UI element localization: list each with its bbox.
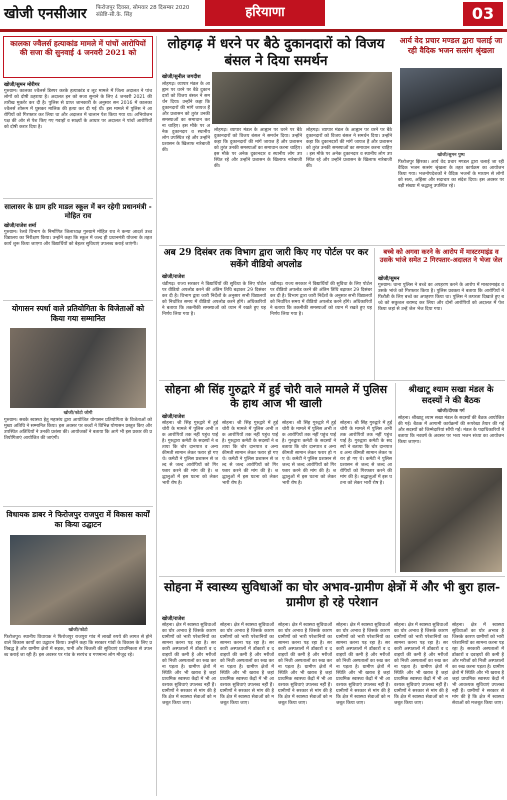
section-title: हरियाणा — [205, 0, 325, 26]
lohagarh-body-2: लोहगढ़। व्यापार मंडल के आह्वान पर धरने पर बैठे दुकानदारों को विजय बंसल ने समर्थन दिया। उन्होंने कहा कि दुकानदारों की मांगें जायज हैं और प्रशासन को तुरंत उनकी समस्याओं का समाधान करना चाहिए। इस मौके पर अनेक दुकानदार व स्थानीय लोग उपस्थित रहे और उन्होंने प्रशासन के खिलाफ नारेबाजी की। — [214, 128, 304, 169]
sohna-chori-byline: खोजी/राजेश — [162, 414, 185, 420]
kalka-body: गुरुग्राम। कालका ज्वैलर्स डिस्पर करके हत्याकांड व लूट मामले में जिला अदालत ने पांच लोगों को दोषी ठहराया है। अदालत इन को सजा सुनाने के लिए 4 जनवरी 2021 की तारीख मुकर्रर कर दी है। पुलिस से प्राप्त जानकारी के अनुसार सन 2016 में कालका ज्वैलर्स शोरूम में घुसकर मालिक की हत्या कर दी गई थी। इस मामले में पुलिस ने आरोपियों को गिरफ्तार कर लिया था और अदालत में चालान पेश किया गया था। अभियोजन पक्ष की ओर से पेश किए गए गवाहों व साक्ष्यों के आधार पर अदालत ने पांचों आरोपियों को दोषी करार दिया है। — [4, 89, 154, 130]
kalka-byline: खोजी/सुमन मोरीगर — [4, 82, 40, 88]
swasthya-body-2: सोहना। क्षेत्र में स्वास्थ्य सुविधाओं का घोर अभाव है जिसके कारण ग्रामीणों को भारी परेशानियों का सामना करना पड़ रहा है। सरकारी अस्पतालों में डॉक्टरों व दवाइयों की कमी है और मरीजों को निजी अस्पतालों का रुख करना पड़ता है। ग्रामीण क्षेत्रों में स्थिति और भी खराब है जहां प्राथमिक स्वास्थ्य केंद्रों में भी आवश्यक सुविधाएं उपलब्ध नहीं हैं। ग्रामीणों ने सरकार से मांग की है कि क्षेत्र में स्वास्थ्य सेवाओं को मजबूत किया जाए। — [220, 623, 276, 706]
swasthya-body: सोहना। क्षेत्र में स्वास्थ्य सुविधाओं का घोर अभाव है जिसके कारण ग्रामीणों को भारी परेशानियों का सामना करना पड़ रहा है। सरकारी अस्पतालों में डॉक्टरों व दवाइयों की कमी है और मरीजों को निजी अस्पतालों का रुख करना पड़ता है। ग्रामीण क्षेत्रों में स्थिति और भी खराब है जहां प्राथमिक स्वास्थ्य केंद्रों में भी आवश्यक सुविधाएं उपलब्ध नहीं हैं। ग्रामीणों ने सरकार से मांग की है कि क्षेत्र में स्वास्थ्य सेवाओं को मजबूत किया जाए। — [162, 623, 218, 706]
salahkar-body: गुरुग्राम। रेलवे विभाग के निर्माणित जिलाध्यक्ष गुरुग्रामे मोहित राव ने कन्या आदर्श उच्च विद्यालय का निरीक्षण किया। उन्होंने कहा कि स्कूल में जल्द ही प्रधानमंत्री योजना के तहत कार्य शुरू किया जाएगा और विद्यार्थियों को बेहतर सुविधाएं उपलब्ध कराई जाएंगी। — [4, 230, 154, 247]
salahkar-headline: सालासर के ग्राम हरि माडल स्कूल में बन रहेगी प्रधानमंत्री - मोहित राव — [4, 202, 152, 220]
vidhayak-caption: खोजी/फोटो — [68, 628, 88, 633]
lohagarh-headline: लोहगढ़ में धरने पर बैठे दुकानदारों को विजय बंसल ने दिया समर्थन — [167, 36, 385, 69]
divider — [3, 300, 153, 301]
swasthya-body-6: सोहना। क्षेत्र में स्वास्थ्य सुविधाओं का घोर अभाव है जिसके कारण ग्रामीणों को भारी परेशानियों का सामना करना पड़ रहा है। सरकारी अस्पतालों में डॉक्टरों व दवाइयों की कमी है और मरीजों को निजी अस्पतालों का रुख करना पड़ता है। ग्रामीण क्षेत्रों में स्थिति और भी खराब है जहां प्राथमिक स्वास्थ्य केंद्रों में भी आवश्यक सुविधाएं उपलब्ध नहीं हैं। ग्रामीणों ने सरकार से मांग की है कि क्षेत्र में स्वास्थ्य सेवाओं को मजबूत किया जाए। — [452, 623, 506, 706]
divider — [159, 245, 505, 246]
swasthya-body-5: सोहना। क्षेत्र में स्वास्थ्य सुविधाओं का घोर अभाव है जिसके कारण ग्रामीणों को भारी परेशानियों का सामना करना पड़ रहा है। सरकारी अस्पतालों में डॉक्टरों व दवाइयों की कमी है और मरीजों को निजी अस्पतालों का रुख करना पड़ता है। ग्रामीण क्षेत्रों में स्थिति और भी खराब है जहां प्राथमिक स्वास्थ्य केंद्रों में भी आवश्यक सुविधाएं उपलब्ध नहीं हैं। ग्रामीणों ने सरकार से मांग की है कि क्षेत्र में स्वास्थ्य सेवाओं को मजबूत किया जाए। — [394, 623, 450, 706]
lohagarh-body: लोहगढ़। व्यापार मंडल के आह्वान पर धरने पर बैठे दुकानदारों को विजय बंसल ने समर्थन दिया। उन्होंने कहा कि दुकानदारों की मांगें जायज हैं और प्रशासन को तुरंत उनकी समस्याओं का समाधान करना चाहिए। इस मौके पर अनेक दुकानदार व स्थानीय लोग उपस्थित रहे और उन्होंने प्रशासन के खिलाफ नारेबाजी की। — [162, 82, 212, 153]
yoga-body: गुरुग्राम। सबके स्वास्थ्य हेतु महासंघ द्वारा आयोजित योगासन प्रतियोगिता के विजेताओं को मुख्य अतिथि ने सम्मानित किया। इस अवसर पर बच्चों ने विभिन्न योगासन प्रस्तुत किए और उपस्थित अतिथियों ने उनकी प्रशंसा की। आयोजकों ने बताया कि आगे भी इस प्रकार की प्रतियोगिताएं आयोजित की जाएंगी। — [4, 418, 154, 441]
kalka-headline-box — [3, 36, 153, 78]
sohna-chori-headline: सोहना श्री सिंह गुरुद्वारे में हुई चोरी वाले मामले में पुलिस के हाथ आज भी खाली — [164, 383, 388, 410]
portal-byline: खोजी/राजेश — [162, 274, 185, 280]
dateline-text: फिरोजपुर दिवस्त, सोमवार 28 दिसम्बर 2020 — [96, 5, 190, 11]
divider — [3, 198, 153, 199]
yoga-caption: खोजी/फोटो जोगी — [63, 411, 93, 416]
shyam-body: सोहना। श्रीखाटू श्याम सखा मंडल के सदस्यों की बैठक आयोजित की गई। बैठक में आगामी कार्यक्रमों की रूपरेखा तैयार की गई और सदस्यों को जिम्मेदारियां सौंपी गईं। मंडल के पदाधिकारियों ने बताया कि नववर्ष के अवसर पर भव्य भजन संध्या का आयोजन किया जाएगा। — [398, 416, 506, 445]
portal-body-2: चंडीगढ़। राज्य सरकार ने विद्यार्थियों की सुविधा के लिए पोर्टल पर वीडियो अपलोड करने की अंतिम तिथि बढ़ाकर 29 दिसंबर कर दी है। विभाग द्वारा जारी निर्देशों के अनुसार सभी विद्यालयों को निर्धारित समय में वीडियो अपलोड करने होंगे। अधिकारियों ने बताया कि तकनीकी समस्याओं को ध्यान में रखते हुए यह निर्णय लिया गया है। — [270, 282, 374, 317]
yoga-photo — [10, 328, 146, 408]
brand-title: खोजी एनसीआर — [4, 6, 87, 22]
shyam-headline: श्रीखाटू श्याम सखा मंडल के सदस्यों ने की बैठक — [408, 384, 494, 405]
bacche-body: गुरुग्राम। थाना पुलिस ने बच्चे का अपहरण करने के आरोप में मास्टरमाइंड व उसके भांजे को गिरफ्तार किया है। पुलिस प्रवक्ता ने बताया कि आरोपियों ने फिरौती के लिए बच्चे का अपहरण किया था। पुलिस ने तत्परता दिखाते हुए बच्चे को सकुशल बरामद कर लिया और दोनों आरोपियों को अदालत में पेश किया जहां से उन्हें जेल भेज दिया गया। — [378, 283, 506, 312]
divider — [159, 380, 505, 381]
lohagarh-photo — [212, 72, 392, 124]
sohna-chori-body-2: सोहना। श्री सिंह गुरुद्वारे में हुई चोरी के मामले में पुलिस अभी तक आरोपियों तक नहीं पहुंच पाई है। गुरुद्वारा कमेटी के सदस्यों ने बताया कि चोर दानपात्र व अन्य कीमती सामान लेकर फरार हो गए थे। कमेटी ने पुलिस प्रशासन से जल्द से जल्द आरोपियों को गिरफ्तार करने की मांग की है। श्रद्धालुओं में इस घटना को लेकर भारी रोष है। — [222, 421, 280, 486]
arya-caption: खोजी/सुमन पुष्प — [437, 153, 465, 158]
divider — [3, 506, 153, 507]
column-divider — [395, 383, 396, 573]
column-divider — [374, 248, 375, 380]
swasthya-body-3: सोहना। क्षेत्र में स्वास्थ्य सुविधाओं का घोर अभाव है जिसके कारण ग्रामीणों को भारी परेशानियों का सामना करना पड़ रहा है। सरकारी अस्पतालों में डॉक्टरों व दवाइयों की कमी है और मरीजों को निजी अस्पतालों का रुख करना पड़ता है। ग्रामीण क्षेत्रों में स्थिति और भी खराब है जहां प्राथमिक स्वास्थ्य केंद्रों में भी आवश्यक सुविधाएं उपलब्ध नहीं हैं। ग्रामीणों ने सरकार से मांग की है कि क्षेत्र में स्वास्थ्य सेवाओं को मजबूत किया जाए। — [278, 623, 334, 706]
dateline — [96, 5, 189, 19]
divider — [159, 576, 505, 577]
bacche-headline: बच्चे को अगवा करने के आरोप में मास्टरमाइंड व उसके भांजे समेत 2 गिरफ्तार-अदालत ने भेजा जेल — [379, 248, 503, 265]
shyam-photo — [400, 468, 502, 572]
sohna-chori-body-4: सोहना। श्री सिंह गुरुद्वारे में हुई चोरी के मामले में पुलिस अभी तक आरोपियों तक नहीं पहुंच पाई है। गुरुद्वारा कमेटी के सदस्यों ने बताया कि चोर दानपात्र व अन्य कीमती सामान लेकर फरार हो गए थे। कमेटी ने पुलिस प्रशासन से जल्द से जल्द आरोपियों को गिरफ्तार करने की मांग की है। श्रद्धालुओं में इस घटना को लेकर भारी रोष है। — [340, 421, 394, 486]
kalka-headline: कालका ज्वैलर्स हत्याकांड मामले में पांचों आरोपियों की सजा की सुनवाई 4 जनवरी 2021 को — [10, 39, 146, 58]
shyam-caption: खोजी/दीपक गर्ग — [437, 409, 465, 414]
vidhayak-headline: विधायक डाबर ने फिरोजपुर राजपुरा में विकास कार्यों का किया उद्घाटन — [6, 510, 150, 529]
column-divider — [156, 36, 157, 796]
dateline-sub: संप्रेष्टि-सी.के. सिंह — [96, 12, 133, 18]
swasthya-headline: सोहना में स्वास्थ्य सुविधाओं का घोर अभाव-ग्रामीण क्षेत्रों में और भी बुरा हाल-ग्रामीण हो रहे परेशान — [163, 580, 501, 609]
lohagarh-body-3: लोहगढ़। व्यापार मंडल के आह्वान पर धरने पर बैठे दुकानदारों को विजय बंसल ने समर्थन दिया। उन्होंने कहा कि दुकानदारों की मांगें जायज हैं और प्रशासन को तुरंत उनकी समस्याओं का समाधान करना चाहिए। इस मौके पर अनेक दुकानदार व स्थानीय लोग उपस्थित रहे और उन्होंने प्रशासन के खिलाफ नारेबाजी की। — [306, 128, 394, 169]
swasthya-byline: खोजी/राजेश — [162, 616, 185, 622]
vidhayak-body: फिरोजपुर। स्थानीय विधायक ने फिरोजपुर राजपुरा गांव में लाखों रुपये की लागत से होने वाले विकास कार्यों का उद्घाटन किया। उन्होंने कहा कि सरकार गांवों के विकास के लिए प्रतिबद्ध है और ग्रामीण क्षेत्रों में सड़क, पानी और बिजली की सुविधाएं प्राथमिकता से उपलब्ध कराई जा रही हैं। इस अवसर पर गांव के सरपंच व गणमान्य लोग मौजूद रहे। — [4, 635, 154, 658]
arya-body: फिरोजपुर झिरका। आर्य वेद प्रचार मण्डल द्वारा चलाई जा रही वैदिक भजन सत्संग श्रृंखला के तहत कार्यक्रम का आयोजन किया गया। भजनोपदेशकों ने वैदिक भजनों के माध्यम से लोगों को सत्य, अहिंसा और सदाचार का संदेश दिया। इस अवसर पर बड़ी संख्या में श्रद्धालु उपस्थित रहे। — [398, 160, 506, 189]
vidhayak-photo — [10, 535, 146, 625]
arya-photo — [400, 68, 502, 150]
lohagarh-byline: खोजी/सुनील जगदीश — [162, 74, 201, 80]
portal-headline: अब 29 दिसंबर तक विभाग द्वारा जारी किए गए पोर्टल पर कर सकेंगे वीडियो अपलोड — [163, 248, 369, 270]
bacche-byline: खोजी/सुमन — [378, 276, 400, 282]
page-number: 03 — [463, 2, 503, 26]
yoga-headline: योगासन स्पर्धा वाले प्रतियोगिता के विजेताओं को किया गया सम्मानित — [11, 304, 145, 323]
sohna-chori-body: सोहना। श्री सिंह गुरुद्वारे में हुई चोरी के मामले में पुलिस अभी तक आरोपियों तक नहीं पहुंच पाई है। गुरुद्वारा कमेटी के सदस्यों ने बताया कि चोर दानपात्र व अन्य कीमती सामान लेकर फरार हो गए थे। कमेटी ने पुलिस प्रशासन से जल्द से जल्द आरोपियों को गिरफ्तार करने की मांग की है। श्रद्धालुओं में इस घटना को लेकर भारी रोष है। — [162, 421, 220, 486]
portal-body: चंडीगढ़। राज्य सरकार ने विद्यार्थियों की सुविधा के लिए पोर्टल पर वीडियो अपलोड करने की अंतिम तिथि बढ़ाकर 29 दिसंबर कर दी है। विभाग द्वारा जारी निर्देशों के अनुसार सभी विद्यालयों को निर्धारित समय में वीडियो अपलोड करने होंगे। अधिकारियों ने बताया कि तकनीकी समस्याओं को ध्यान में रखते हुए यह निर्णय लिया गया है। — [162, 282, 268, 317]
salahkar-byline: खोजी/राजेश शर्मा — [4, 223, 37, 229]
arya-headline: आर्य वेद प्रचार मण्डल द्वारा चलाई जा रही वैदिक भजन सत्संग श्रृंखला — [399, 36, 503, 55]
masthead — [0, 0, 507, 32]
swasthya-body-4: सोहना। क्षेत्र में स्वास्थ्य सुविधाओं का घोर अभाव है जिसके कारण ग्रामीणों को भारी परेशानियों का सामना करना पड़ रहा है। सरकारी अस्पतालों में डॉक्टरों व दवाइयों की कमी है और मरीजों को निजी अस्पतालों का रुख करना पड़ता है। ग्रामीण क्षेत्रों में स्थिति और भी खराब है जहां प्राथमिक स्वास्थ्य केंद्रों में भी आवश्यक सुविधाएं उपलब्ध नहीं हैं। ग्रामीणों ने सरकार से मांग की है कि क्षेत्र में स्वास्थ्य सेवाओं को मजबूत किया जाए। — [336, 623, 392, 706]
sohna-chori-body-3: सोहना। श्री सिंह गुरुद्वारे में हुई चोरी के मामले में पुलिस अभी तक आरोपियों तक नहीं पहुंच पाई है। गुरुद्वारा कमेटी के सदस्यों ने बताया कि चोर दानपात्र व अन्य कीमती सामान लेकर फरार हो गए थे। कमेटी ने पुलिस प्रशासन से जल्द से जल्द आरोपियों को गिरफ्तार करने की मांग की है। श्रद्धालुओं में इस घटना को लेकर भारी रोष है। — [282, 421, 338, 486]
